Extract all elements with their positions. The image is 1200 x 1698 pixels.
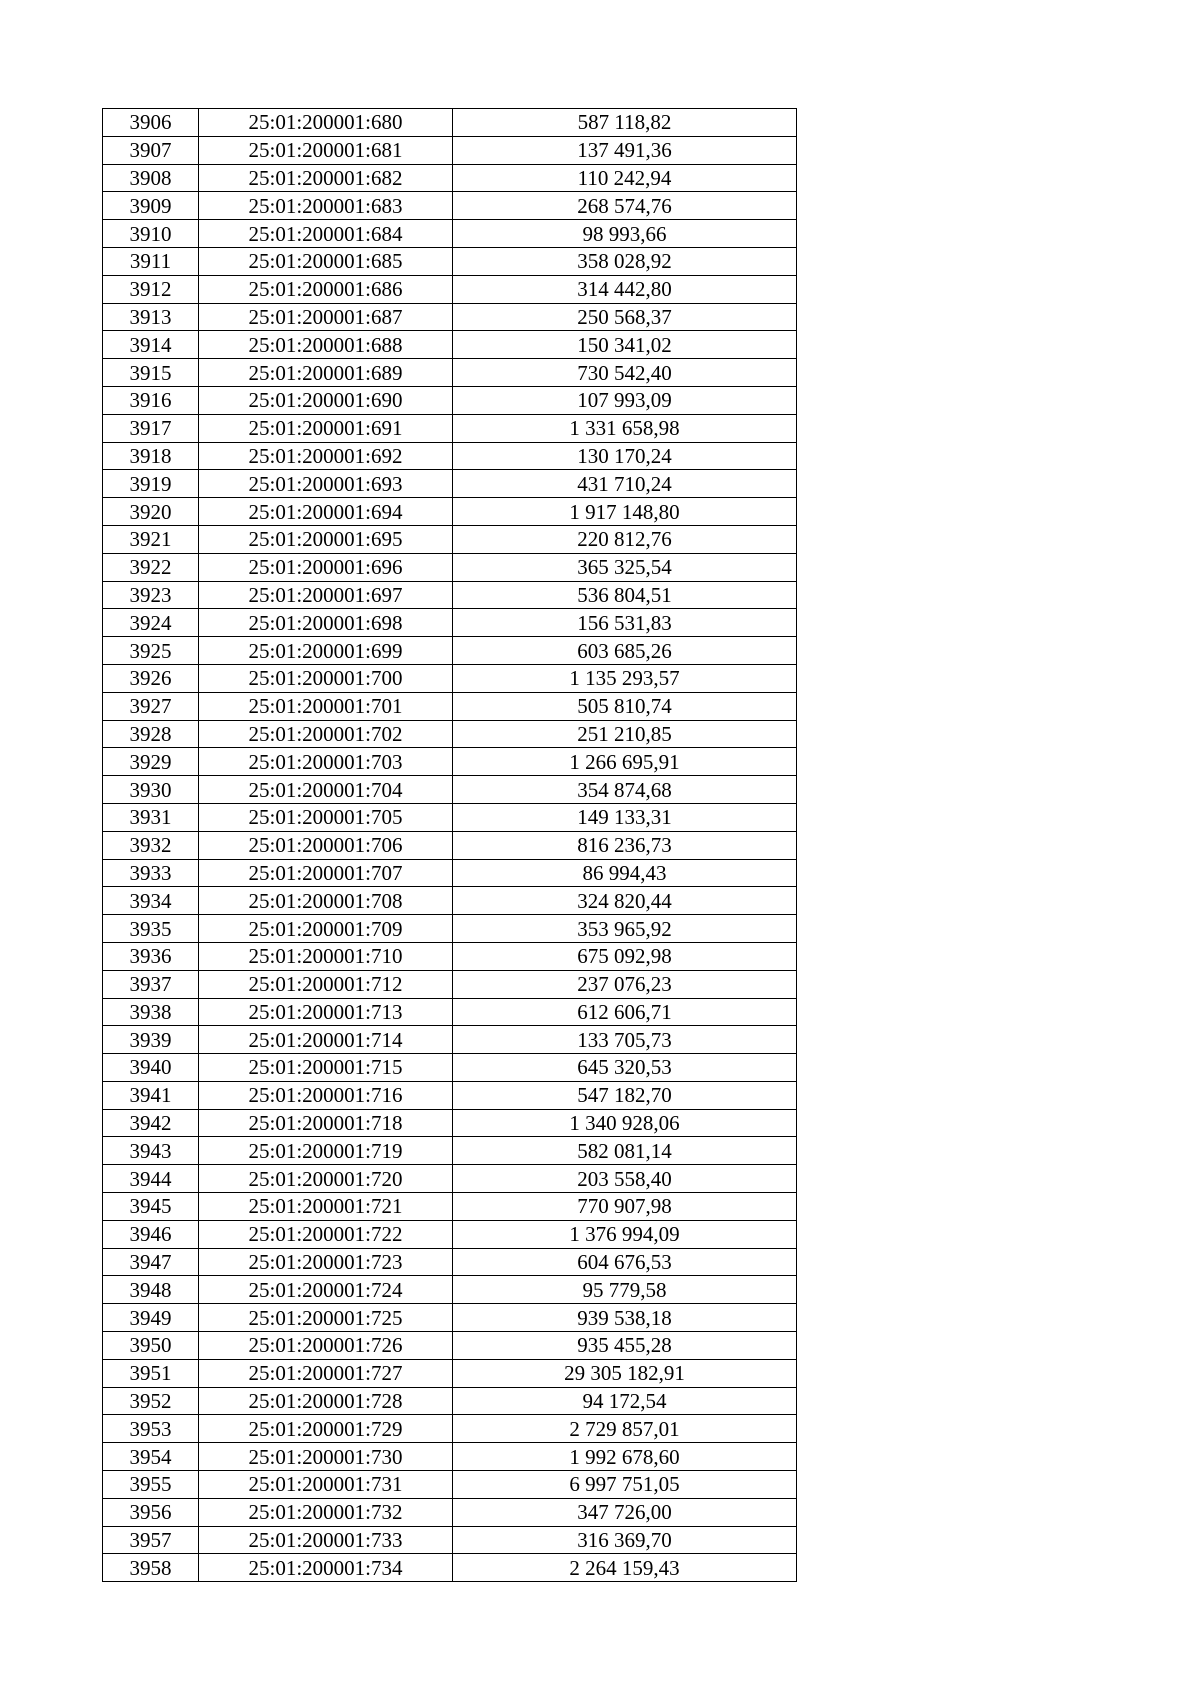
table-row [103,386,797,414]
table-row [103,359,797,387]
cadastral-number-cell: 25:01:200001:691 [199,414,453,442]
cadastral-value-cell: 365 325,54 [453,553,797,581]
cadastral-number-cell: 25:01:200001:707 [199,859,453,887]
row-number-cell: 3925 [103,637,199,665]
cadastral-number-cell: 25:01:200001:727 [199,1359,453,1387]
cadastral-value-cell: 536 804,51 [453,581,797,609]
row-number-cell: 3927 [103,692,199,720]
cadastral-number-cell: 25:01:200001:733 [199,1526,453,1554]
cadastral-value-cell: 220 812,76 [453,525,797,553]
cadastral-number-cell: 25:01:200001:713 [199,998,453,1026]
cadastral-number-cell: 25:01:200001:705 [199,803,453,831]
table-row [103,664,797,692]
cadastral-number-cell: 25:01:200001:732 [199,1498,453,1526]
table-row [103,609,797,637]
cadastral-number-cell: 25:01:200001:722 [199,1220,453,1248]
table-row [103,1359,797,1387]
table-row [103,1109,797,1137]
row-number-cell: 3934 [103,887,199,915]
cadastral-value-cell: 107 993,09 [453,386,797,414]
table-row [103,1220,797,1248]
cadastral-value-cell: 29 305 182,91 [453,1359,797,1387]
cadastral-value-cell: 582 081,14 [453,1137,797,1165]
cadastral-value-cell: 98 993,66 [453,220,797,248]
cadastral-value-cell: 1 917 148,80 [453,498,797,526]
cadastral-number-cell: 25:01:200001:719 [199,1137,453,1165]
table-row [103,859,797,887]
table-body [103,109,797,1582]
table-row [103,1026,797,1054]
cadastral-number-cell: 25:01:200001:698 [199,609,453,637]
table-row [103,1443,797,1471]
cadastral-value-cell: 324 820,44 [453,887,797,915]
cadastral-value-cell: 130 170,24 [453,442,797,470]
cadastral-value-cell: 935 455,28 [453,1332,797,1360]
table-row [103,1304,797,1332]
table-row [103,720,797,748]
row-number-cell: 3930 [103,776,199,804]
table-row [103,247,797,275]
cadastral-number-cell: 25:01:200001:709 [199,915,453,943]
cadastral-number-cell: 25:01:200001:697 [199,581,453,609]
cadastral-number-cell: 25:01:200001:720 [199,1165,453,1193]
row-number-cell: 3906 [103,109,199,137]
cadastral-number-cell: 25:01:200001:687 [199,303,453,331]
row-number-cell: 3948 [103,1276,199,1304]
row-number-cell: 3915 [103,359,199,387]
cadastral-value-cell: 251 210,85 [453,720,797,748]
row-number-cell: 3939 [103,1026,199,1054]
cadastral-number-cell: 25:01:200001:695 [199,525,453,553]
cadastral-value-cell: 1 135 293,57 [453,664,797,692]
table-row [103,803,797,831]
row-number-cell: 3935 [103,915,199,943]
cadastral-number-cell: 25:01:200001:696 [199,553,453,581]
table-row [103,136,797,164]
row-number-cell: 3942 [103,1109,199,1137]
row-number-cell: 3944 [103,1165,199,1193]
cadastral-number-cell: 25:01:200001:729 [199,1415,453,1443]
cadastral-number-cell: 25:01:200001:681 [199,136,453,164]
table-row [103,414,797,442]
table-row [103,1248,797,1276]
table-row [103,1415,797,1443]
table-row [103,1332,797,1360]
cadastral-value-cell: 86 994,43 [453,859,797,887]
cadastral-value-cell: 1 376 994,09 [453,1220,797,1248]
row-number-cell: 3945 [103,1193,199,1221]
cadastral-number-cell: 25:01:200001:715 [199,1054,453,1082]
cadastral-number-cell: 25:01:200001:726 [199,1332,453,1360]
row-number-cell: 3933 [103,859,199,887]
cadastral-value-cell: 730 542,40 [453,359,797,387]
row-number-cell: 3909 [103,192,199,220]
table-row [103,1276,797,1304]
cadastral-value-cell: 675 092,98 [453,942,797,970]
table-row [103,553,797,581]
cadastral-number-cell: 25:01:200001:714 [199,1026,453,1054]
cadastral-number-cell: 25:01:200001:710 [199,942,453,970]
table-row [103,1137,797,1165]
cadastral-value-cell: 505 810,74 [453,692,797,720]
cadastral-value-cell: 268 574,76 [453,192,797,220]
table-row [103,331,797,359]
cadastral-number-cell: 25:01:200001:699 [199,637,453,665]
cadastral-number-cell: 25:01:200001:723 [199,1248,453,1276]
cadastral-value-cell: 816 236,73 [453,831,797,859]
row-number-cell: 3956 [103,1498,199,1526]
cadastral-value-cell: 94 172,54 [453,1387,797,1415]
table-row [103,1054,797,1082]
cadastral-value-cell: 431 710,24 [453,470,797,498]
table-row [103,192,797,220]
row-number-cell: 3954 [103,1443,199,1471]
cadastral-number-cell: 25:01:200001:693 [199,470,453,498]
cadastral-value-cell: 2 729 857,01 [453,1415,797,1443]
row-number-cell: 3931 [103,803,199,831]
row-number-cell: 3928 [103,720,199,748]
table-row [103,915,797,943]
cadastral-value-cell: 133 705,73 [453,1026,797,1054]
cadastral-number-cell: 25:01:200001:716 [199,1081,453,1109]
table-row [103,1498,797,1526]
row-number-cell: 3957 [103,1526,199,1554]
table-row [103,581,797,609]
table-row [103,692,797,720]
row-number-cell: 3943 [103,1137,199,1165]
row-number-cell: 3922 [103,553,199,581]
table-row [103,998,797,1026]
row-number-cell: 3910 [103,220,199,248]
cadastral-number-cell: 25:01:200001:680 [199,109,453,137]
row-number-cell: 3929 [103,748,199,776]
table-row [103,942,797,970]
cadastral-number-cell: 25:01:200001:690 [199,386,453,414]
cadastral-value-cell: 6 997 751,05 [453,1471,797,1499]
cadastral-number-cell: 25:01:200001:702 [199,720,453,748]
table-row [103,970,797,998]
table-row [103,887,797,915]
table-row [103,470,797,498]
table-row [103,1554,797,1582]
cadastral-number-cell: 25:01:200001:708 [199,887,453,915]
table-row [103,498,797,526]
row-number-cell: 3918 [103,442,199,470]
cadastral-number-cell: 25:01:200001:694 [199,498,453,526]
row-number-cell: 3940 [103,1054,199,1082]
row-number-cell: 3932 [103,831,199,859]
cadastral-number-cell: 25:01:200001:721 [199,1193,453,1221]
cadastral-number-cell: 25:01:200001:725 [199,1304,453,1332]
cadastral-value-cell: 316 369,70 [453,1526,797,1554]
cadastral-value-cell: 95 779,58 [453,1276,797,1304]
row-number-cell: 3907 [103,136,199,164]
cadastral-number-cell: 25:01:200001:688 [199,331,453,359]
table-row [103,525,797,553]
row-number-cell: 3917 [103,414,199,442]
row-number-cell: 3914 [103,331,199,359]
cadastral-value-cell: 1 331 658,98 [453,414,797,442]
row-number-cell: 3937 [103,970,199,998]
cadastral-number-cell: 25:01:200001:718 [199,1109,453,1137]
cadastral-value-cell: 1 266 695,91 [453,748,797,776]
row-number-cell: 3924 [103,609,199,637]
table-row [103,1081,797,1109]
cadastral-value-cell: 347 726,00 [453,1498,797,1526]
row-number-cell: 3916 [103,386,199,414]
row-number-cell: 3951 [103,1359,199,1387]
table-row [103,109,797,137]
row-number-cell: 3919 [103,470,199,498]
row-number-cell: 3950 [103,1332,199,1360]
table-row [103,164,797,192]
table-row [103,1471,797,1499]
table-row [103,1193,797,1221]
cadastral-value-cell: 156 531,83 [453,609,797,637]
cadastral-value-cell: 603 685,26 [453,637,797,665]
row-number-cell: 3947 [103,1248,199,1276]
cadastral-value-cell: 137 491,36 [453,136,797,164]
table-row [103,1165,797,1193]
cadastral-number-cell: 25:01:200001:728 [199,1387,453,1415]
table-row [103,442,797,470]
cadastral-number-cell: 25:01:200001:686 [199,275,453,303]
cadastral-value-cell: 2 264 159,43 [453,1554,797,1582]
cadastral-number-cell: 25:01:200001:701 [199,692,453,720]
cadastral-number-cell: 25:01:200001:700 [199,664,453,692]
cadastral-number-cell: 25:01:200001:689 [199,359,453,387]
table-row [103,275,797,303]
cadastral-value-cell: 547 182,70 [453,1081,797,1109]
row-number-cell: 3926 [103,664,199,692]
cadastral-number-cell: 25:01:200001:682 [199,164,453,192]
row-number-cell: 3952 [103,1387,199,1415]
cadastral-number-cell: 25:01:200001:703 [199,748,453,776]
row-number-cell: 3958 [103,1554,199,1582]
cadastral-number-cell: 25:01:200001:692 [199,442,453,470]
cadastral-number-cell: 25:01:200001:685 [199,247,453,275]
cadastral-number-cell: 25:01:200001:684 [199,220,453,248]
table-row [103,1526,797,1554]
cadastral-number-cell: 25:01:200001:724 [199,1276,453,1304]
cadastral-value-table [102,108,797,1582]
cadastral-value-cell: 250 568,37 [453,303,797,331]
cadastral-value-cell: 149 133,31 [453,803,797,831]
row-number-cell: 3953 [103,1415,199,1443]
cadastral-number-cell: 25:01:200001:734 [199,1554,453,1582]
table-row [103,303,797,331]
cadastral-value-cell: 1 992 678,60 [453,1443,797,1471]
row-number-cell: 3941 [103,1081,199,1109]
cadastral-value-cell: 358 028,92 [453,247,797,275]
table-row [103,831,797,859]
document-page [102,108,797,1582]
cadastral-number-cell: 25:01:200001:706 [199,831,453,859]
cadastral-value-cell: 237 076,23 [453,970,797,998]
table-row [103,1387,797,1415]
cadastral-number-cell: 25:01:200001:730 [199,1443,453,1471]
cadastral-value-cell: 645 320,53 [453,1054,797,1082]
cadastral-number-cell: 25:01:200001:683 [199,192,453,220]
row-number-cell: 3911 [103,247,199,275]
row-number-cell: 3908 [103,164,199,192]
cadastral-value-cell: 150 341,02 [453,331,797,359]
cadastral-value-cell: 1 340 928,06 [453,1109,797,1137]
table-row [103,220,797,248]
table-row [103,776,797,804]
cadastral-value-cell: 353 965,92 [453,915,797,943]
cadastral-value-cell: 314 442,80 [453,275,797,303]
cadastral-value-cell: 939 538,18 [453,1304,797,1332]
cadastral-number-cell: 25:01:200001:712 [199,970,453,998]
cadastral-value-cell: 587 118,82 [453,109,797,137]
cadastral-number-cell: 25:01:200001:731 [199,1471,453,1499]
table-row [103,748,797,776]
cadastral-value-cell: 354 874,68 [453,776,797,804]
row-number-cell: 3913 [103,303,199,331]
row-number-cell: 3938 [103,998,199,1026]
table-row [103,637,797,665]
cadastral-value-cell: 604 676,53 [453,1248,797,1276]
cadastral-number-cell: 25:01:200001:704 [199,776,453,804]
cadastral-value-cell: 770 907,98 [453,1193,797,1221]
row-number-cell: 3923 [103,581,199,609]
cadastral-value-cell: 110 242,94 [453,164,797,192]
row-number-cell: 3912 [103,275,199,303]
row-number-cell: 3936 [103,942,199,970]
row-number-cell: 3955 [103,1471,199,1499]
cadastral-value-cell: 203 558,40 [453,1165,797,1193]
row-number-cell: 3949 [103,1304,199,1332]
row-number-cell: 3921 [103,525,199,553]
cadastral-value-cell: 612 606,71 [453,998,797,1026]
row-number-cell: 3920 [103,498,199,526]
row-number-cell: 3946 [103,1220,199,1248]
